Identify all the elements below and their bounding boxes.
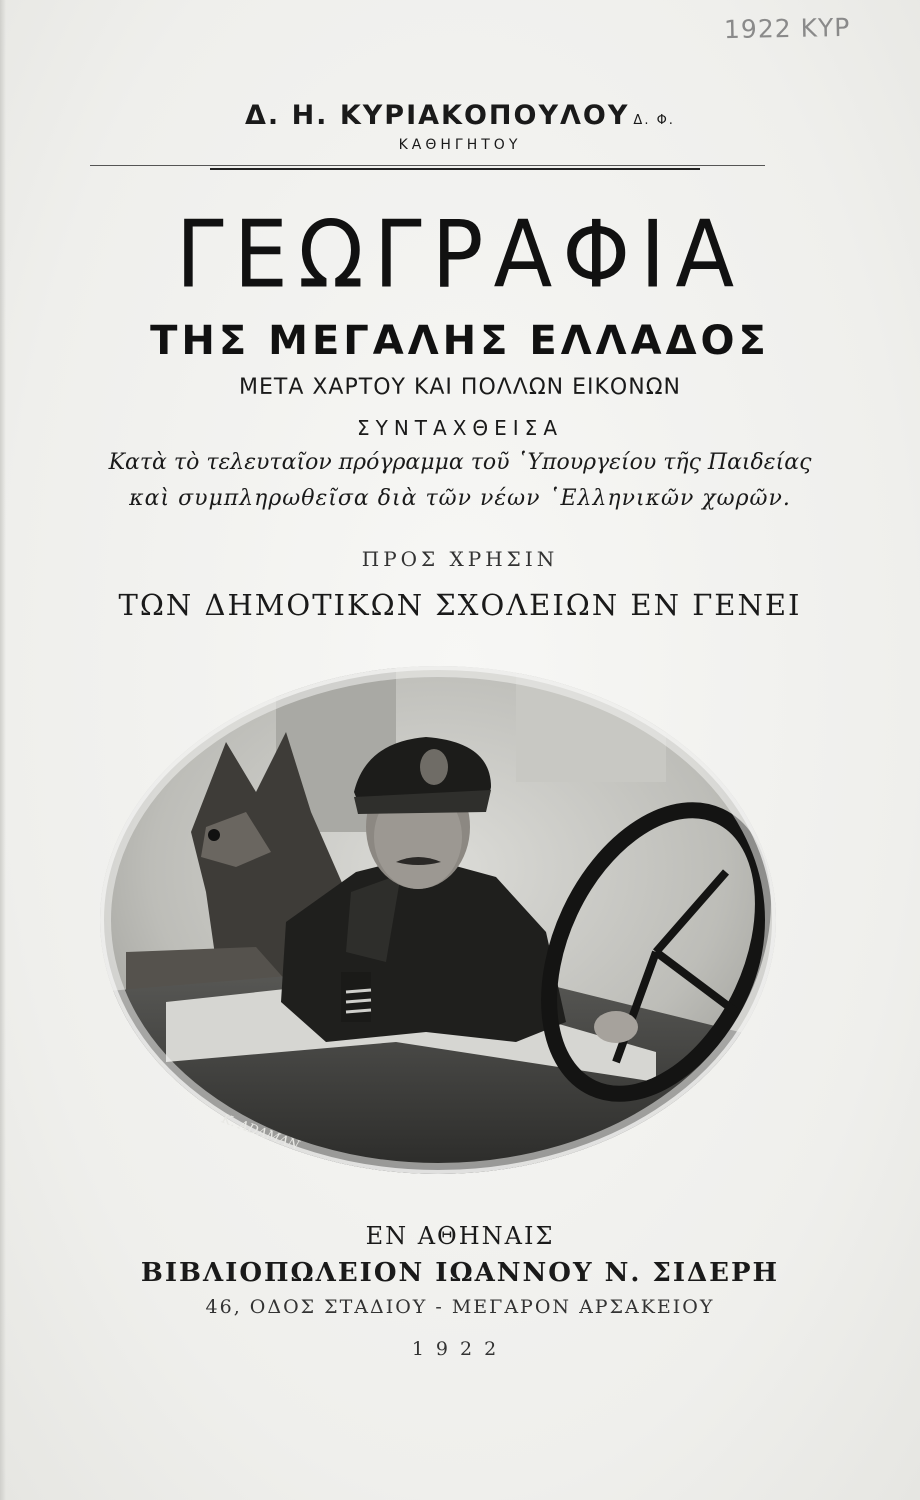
thin-rule (90, 165, 765, 166)
for-use-line: ΠΡΟΣ ΧΡΗΣΙΝ (361, 547, 559, 571)
book-title: ΓΕΩΓΡΑΦΙΑ (175, 201, 745, 309)
author-rank: ΚΑΘΗΓΗΤΟΥ (398, 137, 522, 153)
author-line (0, 100, 920, 131)
portrait-photo (96, 662, 780, 1178)
bold-rule (210, 168, 700, 170)
with-map-line: ΜΕΤΑ ΧΑΡΤΟΥ ΚΑΙ ΠΟΛΛΩΝ ΕΙΚΟΝΩΝ (239, 375, 681, 400)
book-subtitle: ΤΗΣ ΜΕΓΑΛΗΣ ΕΛΛΑΔΟΣ (150, 318, 770, 364)
imprint-city: ΕΝ ΑΘΗΝΑΙΣ (365, 1222, 555, 1250)
photo-signature: K. ADAMAN (219, 1111, 302, 1154)
author-name: Δ. Η. ΚΥΡΙΑΚΟΠΟΥΛΟΥ (245, 100, 630, 131)
program-line-1: Κατὰ τὸ τελευταῖον πρόγραμμα τοῦ ῾Υπουργείου τῆς Παιδείας (108, 450, 812, 475)
schools-line: ΤΩΝ ΔΗΜΟΤΙΚΩΝ ΣΧΟΛΕΙΩΝ ΕΝ ΓΕΝΕΙ (118, 588, 802, 622)
imprint-year: 1922 (411, 1338, 509, 1360)
compiled-line: ΣΥΝΤΑΧΘΕΙΣΑ (356, 416, 563, 440)
author-degree: Δ. Φ. (633, 113, 675, 128)
imprint-publisher: ΒΙΒΛΙΟΠΩΛΕΙΟΝ ΙΩΑΝΝΟΥ Ν. ΣΙΔΕΡΗ (140, 1258, 780, 1288)
imprint-address: 46, ΟΔΟΣ ΣΤΑΔΙΟΥ - ΜΕΓΑΡΟΝ ΑΡΣΑΚΕΙΟΥ (205, 1296, 715, 1318)
pencil-catalog-note: 1922 ΚΥΡ (723, 12, 851, 45)
program-line-2: καὶ συμπληρωθεῖσα διὰ τῶν νέων ῾Ελληνικῶν χωρῶν. (129, 486, 791, 511)
